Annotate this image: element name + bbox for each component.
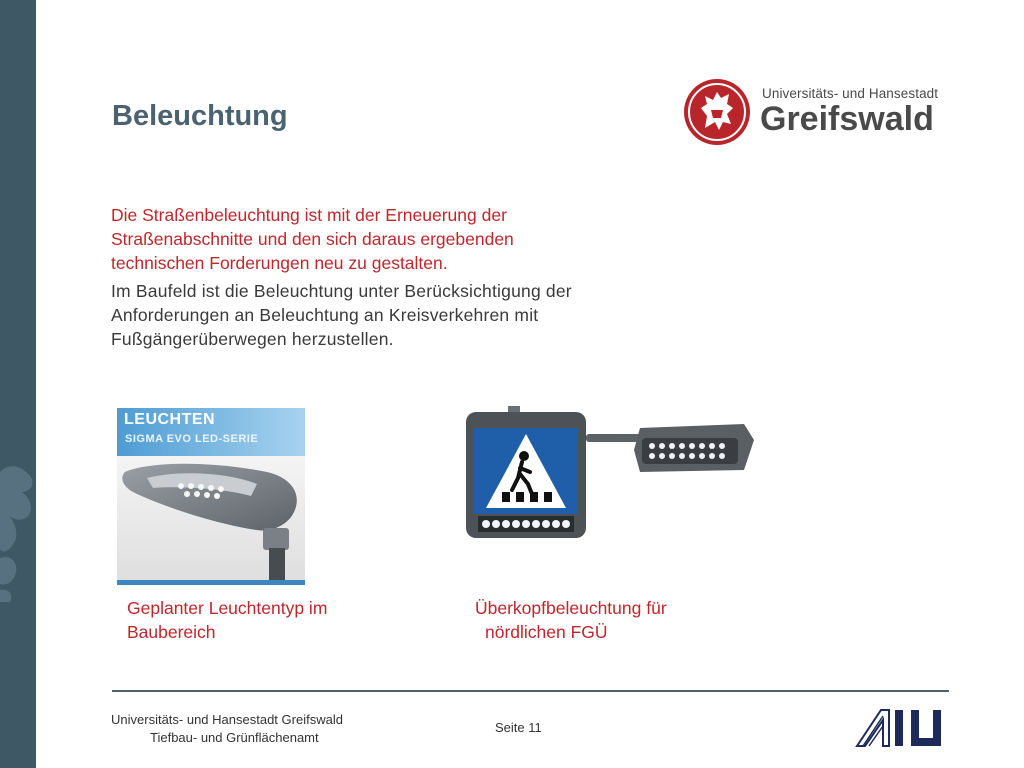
paragraph-line: technischen Forderungen neu zu gestalten. [111,253,448,273]
caption-line: Baubereich [127,622,216,642]
footer-org-line: Universitäts- und Hansestadt Greifswald [111,712,343,727]
paragraph-line: Fußgängerüberwegen herzustellen. [111,329,394,349]
page-number: Seite 11 [495,720,542,735]
paragraph-line: Die Straßenbeleuchtung ist mit der Erneuerung der [111,205,507,225]
product-banner [117,408,305,456]
city-seal-icon [683,78,753,148]
department-logo-icon [855,706,950,748]
caption-line: nördlichen FGÜ [485,622,608,642]
logo-subtitle: Universitäts- und Hansestadt [762,86,939,101]
griffin-watermark-icon [0,462,36,602]
footer-organization [111,711,343,747]
intro-paragraph [111,203,611,275]
caption-luminaire [127,596,327,644]
overhead-crosswalk-light-icon [462,404,760,542]
logo-title: Greifswald [760,100,934,138]
paragraph-line: Im Baufeld ist die Beleuchtung unter Berücksichtigung der [111,281,572,301]
caption-line: Geplanter Leuchtentyp im [127,598,328,618]
left-sidebar [0,0,36,768]
paragraph-line: Anforderungen an Beleuchtung an Kreisverkehren mit [111,305,539,325]
street-lamp-icon [117,456,305,585]
detail-paragraph [111,279,621,351]
product-banner-title: LEUCHTEN [124,411,216,428]
caption-line: Überkopfbeleuchtung für [475,598,667,618]
slide-title: Beleuchtung [112,100,288,132]
product-image-bar [117,580,305,585]
caption-overhead-light [475,596,667,644]
footer-divider [112,690,949,692]
luminaire-product-image [117,408,305,585]
product-banner-subtitle: SIGMA EVO LED-SERIE [125,433,259,445]
paragraph-line: Straßenabschnitte und den sich daraus ergebenden [111,229,514,249]
footer-dept-line: Tiefbau- und Grünflächenamt [150,730,319,745]
